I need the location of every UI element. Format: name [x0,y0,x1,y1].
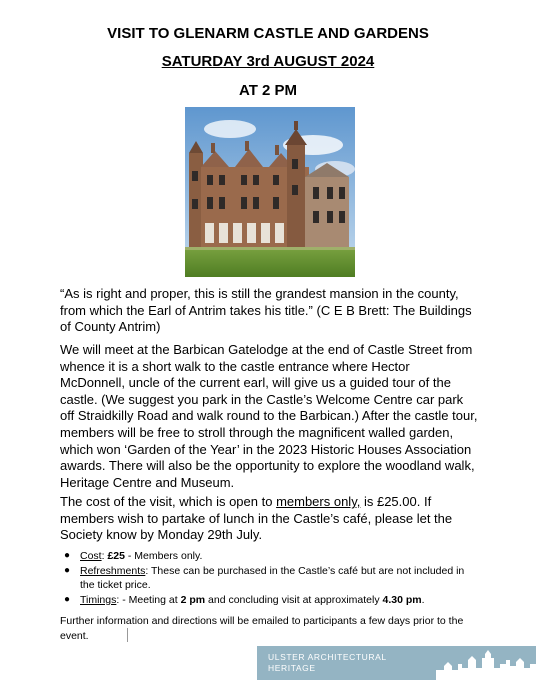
uah-logo-text [268,652,387,673]
quote-attribution: (C E B Brett: The Buildings of County Antrim) [60,302,472,335]
description-paragraph: We will meet at the Barbican Gatelodge at the end of Castle Street from whence it is a short walk to the castle entrance where Hector McDonnell, uncle of the current earl, will give us a guided tour of the castle. (We suggest you park in the Castle’s Welcome Centre car park off Straidkilly Road and walk round to the Barbican.) After the castle tour, members will be free to stroll through the magnificent walled garden, which won ‘Garden of the Year’ in the 2023 Historic Houses Association awards. There will also be the opportunity to explore the woodland walk, Heritage Centre and Museum. [60,342,478,490]
end-time: 4.30 pm [382,594,422,606]
bullet-icon: ● [64,565,71,576]
meeting-time: 2 pm [180,594,206,606]
uah-logo-line1: ULSTER ARCHITECTURAL [268,652,387,662]
uah-logo-banner [257,646,536,680]
details-list [60,549,478,608]
timings-text-2: and concluding visit at approximately [205,594,383,606]
bullet-icon: ● [64,594,71,605]
refreshments-text: : These can be purchased in the Castle’s café but are not included in the ticket price. [80,565,465,591]
cost-paragraph [60,494,478,544]
cost-rest: - Members only. [124,550,203,562]
cost-text-start: The cost of the visit, which is open to [60,494,277,509]
quote-paragraph [60,286,478,336]
timings-text-1: : - Meeting at [116,594,181,606]
cost-separator: : [101,550,108,562]
members-only-text: members only, [276,494,361,509]
cost-label: Cost [80,550,102,562]
cost-value: £25 [107,550,125,562]
list-item-timings [60,593,478,607]
castle-photo [185,107,355,277]
footer-note: Further information and directions will be emailed to participants a few days prior to the event. [60,615,464,642]
cost-text-end: is £25.00. If members wish to partake of lunch in the Castle’s café, please let the Society know by Monday 29th July. [60,494,453,543]
refreshments-label: Refreshments [80,565,146,577]
skyline-icon [436,646,536,680]
uah-logo-line2: HERITAGE [268,662,316,673]
event-date: SATURDAY 3rd AUGUST 2024 [161,53,375,70]
event-time: AT 2 PM [238,82,298,99]
timings-period: . [421,594,425,606]
list-item-refreshments [60,564,478,592]
quote-text: “As is right and proper, this is still the grandest mansion in the county, from which the Earl of Antrim takes his title.” [60,286,459,318]
list-item-cost [60,549,478,563]
timings-label: Timings [80,594,117,606]
bullet-icon: ● [64,550,71,561]
text-cursor [127,628,128,642]
event-title: VISIT TO GLENARM CASTLE AND GARDENS [107,25,429,42]
